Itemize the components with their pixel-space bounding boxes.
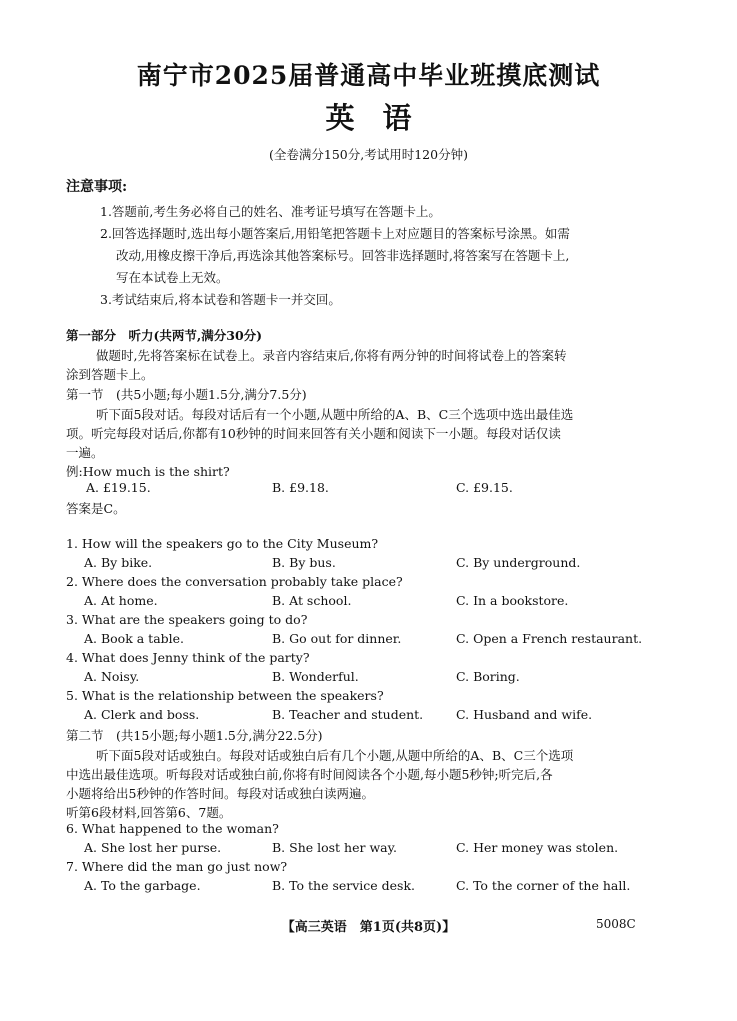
notice-heading: 注意事项: bbox=[66, 179, 128, 195]
question-6-option-b: B. She lost her way. bbox=[272, 840, 397, 855]
question-1-option-c: C. By underground. bbox=[456, 555, 581, 570]
question-4-option-a: A. Noisy. bbox=[84, 669, 140, 684]
question-2-option-c: C. In a bookstore. bbox=[456, 593, 569, 608]
example-answer: 答案是C。 bbox=[66, 501, 126, 516]
notice-item-2: 2.回答选择题时,选出每小题答案后,用铅笔把答题卡上对应题目的答案标号涂黑。如需 bbox=[100, 226, 570, 241]
question-6: 6. What happened to the woman? bbox=[66, 821, 279, 836]
example-option-c: C. £9.15. bbox=[456, 480, 513, 495]
material-6-note: 听第6段材料,回答第6、7题。 bbox=[66, 805, 232, 820]
section1-instructions-1: 听下面5段对话。每段对话后有一个小题,从题中所给的A、B、C三个选项中选出最佳选 bbox=[96, 407, 574, 422]
question-2-option-b: B. At school. bbox=[272, 593, 352, 608]
question-4-option-c: C. Boring. bbox=[456, 669, 520, 684]
exam-title: 南宁市2025届普通高中毕业班摸底测试 bbox=[136, 61, 601, 90]
question-5: 5. What is the relationship between the speakers? bbox=[66, 688, 384, 703]
section2-instructions-3: 小题将给出5秒钟的作答时间。每段对话或独白读两遍。 bbox=[66, 786, 374, 801]
notice-item-2-cont: 改动,用橡皮擦干净后,再选涂其他答案标号。回答非选择题时,将答案写在答题卡上, bbox=[116, 248, 570, 263]
question-7-option-c: C. To the corner of the hall. bbox=[456, 878, 631, 893]
question-6-option-a: A. She lost her purse. bbox=[84, 840, 222, 855]
part1-heading: 第一部分 听力(共两节,满分30分) bbox=[66, 328, 263, 343]
section2-heading: 第二节 (共15小题;每小题1.5分,满分22.5分) bbox=[66, 728, 323, 743]
score-time-note: (全卷满分150分,考试用时120分钟) bbox=[269, 147, 468, 162]
question-5-option-c: C. Husband and wife. bbox=[456, 707, 593, 722]
part1-intro-2: 涂到答题卡上。 bbox=[66, 367, 154, 382]
question-3-option-a: A. Book a table. bbox=[84, 631, 185, 646]
notice-item-3: 3.考试结束后,将本试卷和答题卡一并交回。 bbox=[100, 292, 341, 307]
question-4-option-b: B. Wonderful. bbox=[272, 669, 359, 684]
section2-instructions-1: 听下面5段对话或独白。每段对话或独白后有几个小题,从题中所给的A、B、C三个选项 bbox=[96, 748, 574, 763]
question-7: 7. Where did the man go just now? bbox=[66, 859, 288, 874]
question-1-option-a: A. By bike. bbox=[84, 555, 153, 570]
section1-heading: 第一节 (共5小题;每小题1.5分,满分7.5分) bbox=[66, 387, 307, 402]
section2-instructions-2: 中选出最佳选项。听每段对话或独白前,你将有时间阅读各个小题,每小题5秒钟;听完后,各 bbox=[66, 767, 553, 782]
notice-item-1: 1.答题前,考生务必将自己的姓名、准考证号填写在答题卡上。 bbox=[100, 204, 441, 219]
question-3-option-b: B. Go out for dinner. bbox=[272, 631, 402, 646]
question-7-option-b: B. To the service desk. bbox=[272, 878, 416, 893]
subject-title: 英语 bbox=[325, 101, 440, 135]
example-question: 例:How much is the shirt? bbox=[66, 464, 230, 479]
section1-instructions-2: 项。听完每段对话后,你都有10秒钟的时间来回答有关小题和阅读下一小题。每段对话仅读 bbox=[66, 426, 561, 441]
question-3-option-c: C. Open a French restaurant. bbox=[456, 631, 643, 646]
example-option-a: A. £19.15. bbox=[86, 480, 151, 495]
question-5-option-b: B. Teacher and student. bbox=[272, 707, 424, 722]
question-1: 1. How will the speakers go to the City Museum? bbox=[66, 536, 379, 551]
question-1-option-b: B. By bus. bbox=[272, 555, 336, 570]
notice-item-2-cont2: 写在本试卷上无效。 bbox=[116, 270, 229, 285]
question-4: 4. What does Jenny think of the party? bbox=[66, 650, 310, 665]
example-option-b: B. £9.18. bbox=[272, 480, 329, 495]
part1-intro-1: 做题时,先将答案标在试卷上。录音内容结束后,你将有两分钟的时间将试卷上的答案转 bbox=[96, 348, 567, 363]
question-2: 2. Where does the conversation probably take place? bbox=[66, 574, 403, 589]
exam-code: 5008C bbox=[596, 917, 636, 931]
page-footer: 【高三英语 第1页(共8页)】 bbox=[281, 920, 456, 935]
question-7-option-a: A. To the garbage. bbox=[84, 878, 201, 893]
question-6-option-c: C. Her money was stolen. bbox=[456, 840, 619, 855]
section1-instructions-3: 一遍。 bbox=[66, 445, 104, 460]
question-2-option-a: A. At home. bbox=[84, 593, 158, 608]
question-3: 3. What are the speakers going to do? bbox=[66, 612, 308, 627]
question-5-option-a: A. Clerk and boss. bbox=[84, 707, 200, 722]
